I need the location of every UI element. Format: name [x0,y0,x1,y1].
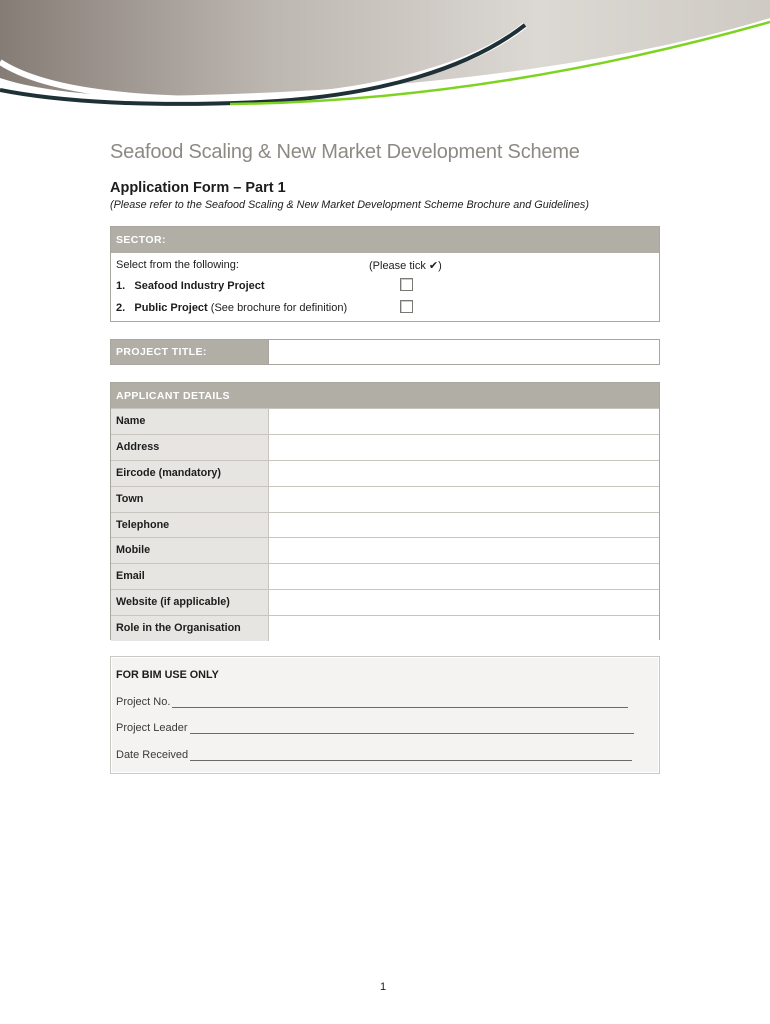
applicant-heading: APPLICANT DETAILS [111,383,659,408]
form-title: Application Form – Part 1 [110,180,286,196]
field-label: Mobile [111,538,269,563]
field-label: Date Received [116,749,189,761]
project-leader-line [116,722,634,734]
field-label: Role in the Organisation [111,616,269,641]
option-label: Public Project [134,302,208,314]
project-no-field[interactable] [172,697,628,708]
mobile-field[interactable] [269,538,659,563]
project-title-label: PROJECT TITLE: [111,340,269,364]
applicant-row-eircode [111,460,659,486]
field-label: Email [111,564,269,589]
public-project-checkbox[interactable] [400,300,413,313]
applicant-row-town [111,486,659,512]
applicant-row-telephone [111,512,659,538]
role-field[interactable] [269,616,659,641]
town-field[interactable] [269,487,659,512]
project-title-section [110,339,660,365]
tick-hint: (Please tick ✔) [369,260,442,272]
sector-instruction: Select from the following: [116,259,239,271]
date-received-line [116,749,632,761]
applicant-row-email [111,563,659,589]
applicant-row-website [111,589,659,615]
applicant-row-address [111,434,659,460]
sector-section [110,226,660,322]
field-label: Town [111,487,269,512]
page-number: 1 [380,981,387,993]
option-label: Seafood Industry Project [134,280,265,292]
field-label: Eircode (mandatory) [111,461,269,486]
option-number: 2. [116,302,126,314]
document-title: Seafood Scaling & New Market Development Scheme [110,141,580,163]
applicant-row-name [111,408,659,434]
field-label: Telephone [111,513,269,538]
header-swoosh-graphic [0,0,770,110]
field-label: Name [111,409,269,434]
eircode-field[interactable] [269,461,659,486]
telephone-field[interactable] [269,513,659,538]
seafood-industry-checkbox[interactable] [400,278,413,291]
applicant-details-section [110,382,660,640]
project-leader-field[interactable] [190,723,634,734]
field-label: Project No. [116,696,171,708]
field-label: Website (if applicable) [111,590,269,615]
field-label: Project Leader [116,722,188,734]
sector-option-2 [116,302,347,314]
option-number: 1. [116,280,126,292]
project-no-line [116,696,628,708]
email-field[interactable] [269,564,659,589]
applicant-row-mobile [111,537,659,563]
name-field[interactable] [269,409,659,434]
project-title-field[interactable] [269,340,659,364]
form-subtitle: (Please refer to the Seafood Scaling & New Market Development Scheme Brochure and Guidelines) [110,199,589,211]
address-field[interactable] [269,435,659,460]
applicant-row-role [111,615,659,641]
sector-heading: SECTOR: [111,227,659,253]
bim-use-only-section [110,656,660,774]
website-field[interactable] [269,590,659,615]
field-label: Address [111,435,269,460]
option-note: (See brochure for definition) [207,302,348,314]
sector-option-1 [116,280,265,292]
date-received-field[interactable] [190,750,632,761]
bim-heading: FOR BIM USE ONLY [116,669,219,681]
